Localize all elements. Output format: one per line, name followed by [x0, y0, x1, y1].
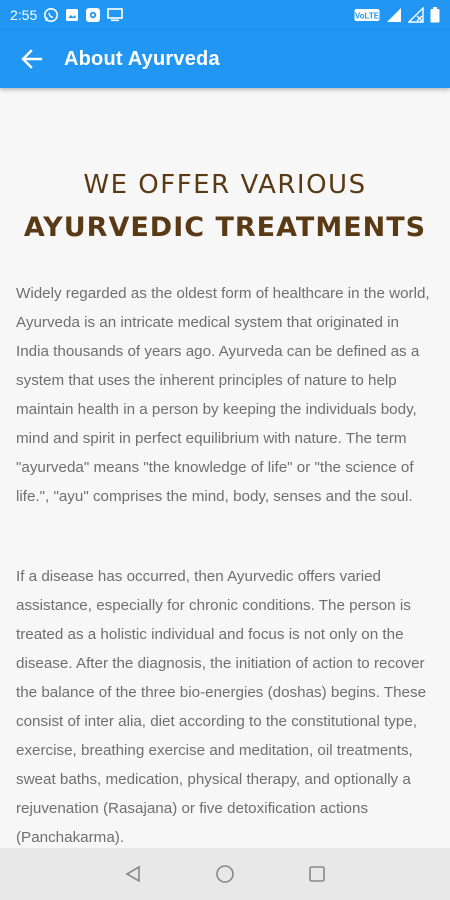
paragraph-2: If a disease has occurred, then Ayurvedic offers varied assistance, especially for chronic conditions. The person is treated as a holistic individual and focus is not only on the disease. After the diagnosis, the initiation of action to recover the balance of the three bio-energies (doshas) begins. These consist of inter alia, diet according to the constitutional type, exercise, breathing exercise and meditation, oil treatments, sweat baths, medication, physical therapy, and optionally a rejuvenation (Rasajana) or five detoxification actions (Panchakarma).	[16, 568, 427, 846]
volte-icon	[354, 8, 380, 22]
back-button[interactable]	[0, 30, 64, 88]
system-nav-bar	[0, 848, 450, 900]
wifi-off-icon	[408, 7, 424, 23]
battery-icon	[430, 7, 440, 23]
app-icon	[85, 7, 101, 23]
paragraph-1: Widely regarded as the oldest form of healthcare in the world, Ayurveda is an intricate medical system that originated in India thousands of years ago. Ayurveda can be defined as a system that uses the inherent principles of nature to help maintain health in a person by keeping the individuals body, mind and spirit in perfect equilibrium with nature. The term "ayurveda" means "the knowledge of life" or "the science of life.", "ayu" comprises the mind, body, senses and the soul.	[16, 285, 430, 505]
monitor-icon	[107, 8, 123, 22]
recents-square-icon	[308, 865, 326, 883]
status-bar	[0, 0, 450, 30]
heading-line-2: AYURVEDIC TREATMENTS	[23, 212, 427, 243]
app-bar	[0, 30, 450, 88]
nav-home-button[interactable]	[212, 861, 238, 887]
arrow-left-icon	[21, 48, 43, 70]
content-scroll-area[interactable]	[0, 88, 450, 848]
signal-icon	[386, 7, 402, 23]
back-triangle-icon	[124, 865, 142, 883]
heading-line-1: WE OFFER VARIOUS	[83, 170, 367, 200]
home-circle-icon	[215, 864, 235, 884]
whatsapp-icon	[43, 7, 59, 23]
page-title: About Ayurveda	[64, 47, 220, 70]
status-time: 2:55	[10, 7, 38, 23]
image-icon	[65, 8, 79, 22]
nav-back-button[interactable]	[120, 861, 146, 887]
status-left	[10, 7, 123, 23]
volte-badge-text: VoLTE	[354, 11, 380, 21]
status-right	[354, 7, 440, 23]
nav-recents-button[interactable]	[304, 861, 330, 887]
